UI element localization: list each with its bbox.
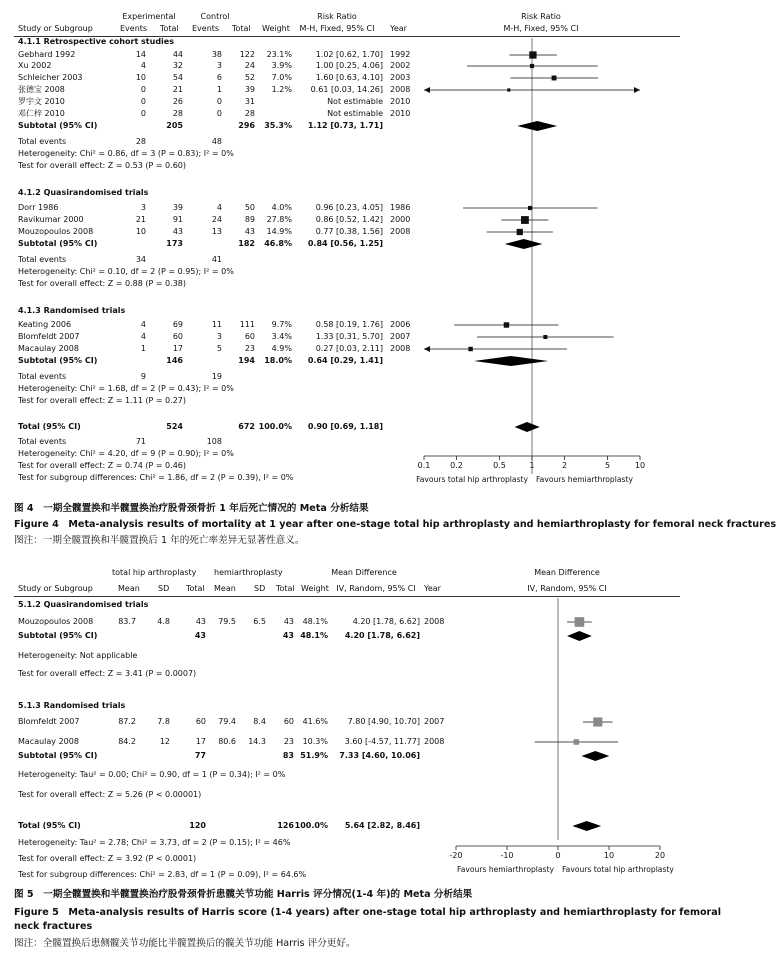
- total-2: 43: [283, 617, 294, 626]
- study-name: 张德宝 2008: [18, 85, 65, 94]
- weight: 18.0%: [264, 356, 292, 365]
- exp-events: 9: [140, 372, 146, 381]
- summary-diamond: [505, 239, 543, 249]
- exp-events: 0: [140, 97, 146, 106]
- exp-events: 4: [140, 61, 146, 70]
- exp-events: 21: [135, 215, 146, 224]
- subtotal-label: Total (95% CI): [18, 422, 81, 431]
- fig4-header-rr-method: M-H, Fixed, 95% CI: [299, 24, 375, 33]
- ctrl-total: 50: [244, 203, 255, 212]
- fig4-header-weight: Weight: [262, 24, 290, 33]
- stat-note: Test for overall effect: Z = 0.53 (P = 0.60): [18, 161, 186, 170]
- exp-events: 4: [140, 332, 146, 341]
- fig4-header-total: Total: [160, 24, 179, 33]
- fig4-header-experimental: Experimental: [122, 12, 176, 21]
- fig5-header-weight: Weight: [301, 584, 329, 593]
- year: 2008: [424, 737, 445, 746]
- ctrl-events: 19: [211, 372, 222, 381]
- fig4-caption-cn: 图 4 一期全髋置换和半髋置换治疗股骨颈骨折 1 年后死亡情况的 Meta 分析结果: [14, 503, 369, 514]
- weight: 4.0%: [271, 203, 292, 212]
- exp-total: 28: [172, 109, 183, 118]
- fig4-header-control: Control: [200, 12, 230, 21]
- ctrl-total: 672: [238, 422, 255, 431]
- study-point-square: [593, 717, 602, 726]
- stat-note: Heterogeneity: Chi² = 4.20, df = 9 (P = 0.90); I² = 0%: [18, 449, 234, 458]
- fig5-caption-cn: 图 5 一期全髋置换和半髋置换治疗股骨颈骨折患髋关节功能 Harris 评分情况(1-4 年)的 Meta 分析结果: [14, 889, 473, 900]
- fig4-caption-en: Figure 4 Meta-analysis results of mortality at 1 year after one-stage total hip arthroplasty and hemiarthroplasty for femoral neck fractures: [14, 519, 776, 530]
- stat-note: Heterogeneity: Tau² = 0.00; Chi² = 0.90, df = 1 (P = 0.34); I² = 0%: [18, 770, 286, 779]
- stat-note: Test for overall effect: Z = 0.88 (P = 0.38): [18, 279, 186, 288]
- weight: 3.4%: [271, 332, 292, 341]
- fig4-header-rr-title: Risk Ratio: [317, 12, 357, 21]
- x-tick-label: 0.1: [417, 461, 431, 470]
- fig4-header-total-ctrl: Total: [232, 24, 251, 33]
- exp-total: 17: [172, 344, 183, 353]
- weight: 7.0%: [271, 73, 292, 82]
- fig5-plot-method: IV, Random, 95% CI: [527, 584, 607, 593]
- weight: 41.6%: [302, 717, 328, 726]
- exp-events: 10: [135, 227, 146, 236]
- ctrl-events: 6: [216, 73, 222, 82]
- ctrl-total: 60: [244, 332, 255, 341]
- fig5-caption-en-1: Figure 5 Meta-analysis results of Harris score (1-4 years) after one-stage total hip arthroplasty and hemiarthroplasty for femoral: [14, 907, 722, 918]
- exp-total: 54: [172, 73, 183, 82]
- ctrl-events: 0: [216, 109, 222, 118]
- study-name: 邓仁梓 2010: [18, 109, 65, 118]
- ctrl-events: 0: [216, 97, 222, 106]
- ctrl-total: 43: [244, 227, 255, 236]
- ctrl-total: 122: [239, 50, 255, 59]
- fig5-header-md-method: IV, Random, 95% CI: [336, 584, 416, 593]
- total-1: 60: [195, 717, 206, 726]
- fig5-header-md-title: Mean Difference: [331, 568, 397, 577]
- exp-total: 173: [166, 239, 183, 248]
- exp-events: 4: [140, 320, 146, 329]
- mean-1: 83.7: [118, 617, 136, 626]
- ctrl-total: 194: [238, 356, 255, 365]
- exp-events: 0: [140, 85, 146, 94]
- sd-1: 4.8: [157, 617, 170, 626]
- favours-right-label: Favours total hip arthroplasty: [562, 865, 674, 874]
- sd-2: 6.5: [253, 617, 266, 626]
- risk-ratio: 0.77 [0.38, 1.56]: [315, 227, 383, 236]
- ctrl-events: 11: [211, 320, 222, 329]
- fig5-header-sd1: SD: [158, 584, 170, 593]
- exp-total: 26: [172, 97, 183, 106]
- mean-difference: 4.20 [1.78, 6.62]: [352, 617, 420, 626]
- exp-events: 3: [140, 203, 146, 212]
- mean-1: 84.2: [118, 737, 136, 746]
- subtotal-label: Subtotal (95% CI): [18, 356, 98, 365]
- weight: 51.9%: [300, 751, 328, 760]
- year: 2002: [390, 61, 411, 70]
- study-point-square: [517, 229, 523, 235]
- exp-events: 28: [135, 137, 146, 146]
- x-tick-label: 10: [634, 461, 646, 470]
- subtotal-label: Subtotal (95% CI): [18, 751, 98, 760]
- fig5-header-mean2: Mean: [214, 584, 236, 593]
- fig4-header-events-ctrl: Events: [192, 24, 220, 33]
- exp-total: 91: [172, 215, 183, 224]
- study-name: Macaulay 2008: [18, 737, 79, 746]
- weight: 1.2%: [271, 85, 292, 94]
- mean-difference: 7.80 [4.90, 10.70]: [347, 717, 420, 726]
- favours-left-label: Favours total hip arthroplasty: [416, 475, 528, 484]
- exp-total: 69: [172, 320, 183, 329]
- x-tick-label: -20: [449, 851, 463, 860]
- study-point-square: [543, 335, 547, 339]
- fig5-caption-en-2: neck fractures: [14, 921, 93, 932]
- risk-ratio: 1.02 [0.62, 1.70]: [315, 50, 383, 59]
- year: 1986: [390, 203, 411, 212]
- subtotal-label: Subtotal (95% CI): [18, 631, 98, 640]
- stat-note: Test for overall effect: Z = 5.26 (P < 0.00001): [18, 790, 202, 799]
- ctrl-total: 89: [244, 215, 255, 224]
- mean-difference: 7.33 [4.60, 10.06]: [339, 751, 420, 760]
- study-point-square: [530, 64, 534, 68]
- year: 2008: [390, 85, 411, 94]
- ctrl-events: 3: [216, 332, 222, 341]
- x-tick-label: 20: [654, 851, 666, 860]
- study-point-square: [528, 206, 532, 210]
- total-2: 60: [283, 717, 294, 726]
- summary-diamond: [581, 751, 609, 761]
- subgroup-heading: 5.1.2 Quasirandomised trials: [18, 600, 149, 609]
- exp-events: 71: [135, 437, 146, 446]
- fig5-header-g1: total hip arthroplasty: [112, 568, 197, 577]
- subgroup-heading: 4.1.2 Quasirandomised trials: [18, 188, 149, 197]
- sd-2: 8.4: [253, 717, 266, 726]
- stat-note: Test for overall effect: Z = 3.41 (P = 0.0007): [18, 669, 197, 678]
- ctrl-total: 296: [238, 121, 255, 130]
- study-point-square: [521, 216, 529, 224]
- risk-ratio: 0.96 [0.23, 4.05]: [315, 203, 383, 212]
- ctrl-total: 111: [239, 320, 255, 329]
- exp-total: 60: [172, 332, 183, 341]
- fig4-header-events: Events: [120, 24, 148, 33]
- risk-ratio: 1.12 [0.73, 1.71]: [307, 121, 383, 130]
- study-name: Macaulay 2008: [18, 344, 79, 353]
- sd-1: 7.8: [157, 717, 170, 726]
- study-point-square: [529, 51, 536, 58]
- x-tick-label: 1: [529, 461, 535, 470]
- risk-ratio: 0.61 [0.03, 14.26]: [310, 85, 383, 94]
- study-name: Ravikumar 2000: [18, 215, 84, 224]
- fig5-header-year: Year: [424, 584, 441, 593]
- mean-difference: 3.60 [-4.57, 11.77]: [344, 737, 420, 746]
- exp-total: 32: [172, 61, 183, 70]
- ctrl-events: 1: [216, 85, 222, 94]
- summary-diamond: [572, 821, 601, 831]
- fig5-header-total2: Total: [276, 584, 295, 593]
- risk-ratio: 0.90 [0.69, 1.18]: [307, 422, 383, 431]
- subtotal-label: Total (95% CI): [18, 821, 81, 830]
- stat-note: Test for overall effect: Z = 0.74 (P = 0.46): [18, 461, 186, 470]
- ctrl-events: 24: [211, 215, 222, 224]
- weight: 4.9%: [271, 344, 292, 353]
- sd-1: 12: [159, 737, 170, 746]
- weight: 100.0%: [294, 821, 328, 830]
- exp-events: 1: [140, 344, 146, 353]
- subtotal-label: Subtotal (95% CI): [18, 121, 98, 130]
- study-name: Schleicher 2003: [18, 73, 83, 82]
- ctrl-total: 39: [244, 85, 255, 94]
- weight: 14.9%: [266, 227, 292, 236]
- total-1: 17: [195, 737, 206, 746]
- mean-2: 79.5: [218, 617, 236, 626]
- x-tick-label: 2: [561, 461, 568, 470]
- weight: 9.7%: [271, 320, 292, 329]
- risk-ratio: 1.33 [0.31, 5.70]: [315, 332, 383, 341]
- fig5-header-total1: Total: [186, 584, 205, 593]
- year: 1992: [390, 50, 411, 59]
- risk-ratio: 0.86 [0.52, 1.42]: [315, 215, 383, 224]
- ctrl-events: 3: [216, 61, 222, 70]
- exp-total: 21: [172, 85, 183, 94]
- ci-arrow-right: [634, 87, 640, 93]
- summary-diamond: [517, 121, 557, 131]
- summary-diamond: [474, 356, 548, 366]
- year: 2003: [390, 73, 411, 82]
- weight: 10.3%: [302, 737, 328, 746]
- year: 2007: [424, 717, 445, 726]
- stat-note: Total events: [18, 137, 67, 146]
- fig4-plot-title: Risk Ratio: [521, 12, 561, 21]
- weight: 100.0%: [258, 422, 292, 431]
- weight: 35.3%: [264, 121, 292, 130]
- study-name: Mouzopoulos 2008: [18, 227, 94, 236]
- stat-note: Test for overall effect: Z = 1.11 (P = 0.27): [18, 396, 186, 405]
- study-name: Dorr 1986: [18, 203, 59, 212]
- exp-total: 524: [166, 422, 183, 431]
- ctrl-total: 52: [244, 73, 255, 82]
- x-tick-label: -10: [500, 851, 514, 860]
- fig5-header-g2: hemiarthroplasty: [214, 568, 283, 577]
- summary-diamond: [515, 422, 540, 432]
- mean-1: 87.2: [118, 717, 136, 726]
- stat-note: Total events: [18, 437, 67, 446]
- ctrl-total: 28: [244, 109, 255, 118]
- year: 2010: [390, 109, 411, 118]
- fig5-note-cn: 图注：全髋置换后患侧髋关节功能比半髋置换后的髋关节功能 Harris 评分更好。: [14, 938, 356, 949]
- study-name: Blomfeldt 2007: [18, 717, 80, 726]
- total-1: 43: [194, 631, 206, 640]
- fig4-note-cn: 图注：一期全髋置换和半髋置换后 1 年的死亡率差异无显著性意义。: [14, 535, 305, 546]
- fig4-plot-method: M-H, Fixed, 95% CI: [503, 24, 579, 33]
- summary-diamond: [567, 631, 592, 641]
- stat-note: Heterogeneity: Chi² = 0.10, df = 2 (P = 0.95); I² = 0%: [18, 267, 234, 276]
- x-tick-label: 0: [555, 851, 561, 860]
- ctrl-events: 108: [206, 437, 222, 446]
- total-2: 126: [277, 821, 294, 830]
- exp-events: 0: [140, 109, 146, 118]
- fig5-header-mean1: Mean: [118, 584, 140, 593]
- subtotal-label: Subtotal (95% CI): [18, 239, 98, 248]
- weight: 27.8%: [266, 215, 292, 224]
- study-point-square: [504, 322, 509, 327]
- study-point-square: [574, 739, 580, 745]
- x-tick-label: 5: [604, 461, 611, 470]
- total-1: 43: [195, 617, 206, 626]
- exp-total: 205: [166, 121, 183, 130]
- stat-note: Total events: [18, 372, 67, 381]
- stat-note: Heterogeneity: Tau² = 2.78; Chi² = 3.73, df = 2 (P = 0.15); I² = 46%: [18, 838, 291, 847]
- fig5-plot-title: Mean Difference: [534, 568, 600, 577]
- exp-total: 39: [172, 203, 183, 212]
- ctrl-events: 4: [216, 203, 222, 212]
- total-2: 83: [282, 751, 294, 760]
- stat-note: Test for subgroup differences: Chi² = 1.86, df = 2 (P = 0.39), I² = 0%: [18, 473, 294, 482]
- sd-2: 14.3: [248, 737, 266, 746]
- exp-total: 146: [166, 356, 183, 365]
- risk-ratio: 1.00 [0.25, 4.06]: [315, 61, 383, 70]
- fig4-header-study: Study or Subgroup: [18, 24, 93, 33]
- fig5-header-study: Study or Subgroup: [18, 584, 93, 593]
- total-2: 23: [283, 737, 294, 746]
- x-tick-label: 0.2: [450, 461, 463, 470]
- ctrl-total: 182: [238, 239, 255, 248]
- ctrl-total: 31: [244, 97, 255, 106]
- ctrl-total: 23: [244, 344, 255, 353]
- mean-2: 80.6: [218, 737, 236, 746]
- weight: 48.1%: [302, 617, 328, 626]
- ctrl-events: 41: [211, 255, 222, 264]
- fig5-header-sd2: SD: [254, 584, 266, 593]
- study-name: Blomfeldt 2007: [18, 332, 80, 341]
- weight: 48.1%: [300, 631, 328, 640]
- year: 2006: [390, 320, 411, 329]
- weight: 3.9%: [271, 61, 292, 70]
- study-point-square: [468, 347, 472, 351]
- exp-total: 43: [172, 227, 183, 236]
- total-2: 43: [282, 631, 294, 640]
- stat-note: Heterogeneity: Chi² = 1.68, df = 2 (P = 0.43); I² = 0%: [18, 384, 234, 393]
- x-tick-label: 10: [603, 851, 615, 860]
- year: 2000: [390, 215, 411, 224]
- study-name: Mouzopoulos 2008: [18, 617, 94, 626]
- ctrl-events: 38: [211, 50, 222, 59]
- subgroup-heading: 4.1.3 Randomised trials: [18, 306, 126, 315]
- risk-ratio: 0.84 [0.56, 1.25]: [307, 239, 383, 248]
- stat-note: Heterogeneity: Chi² = 0.86, df = 3 (P = 0.83); I² = 0%: [18, 149, 234, 158]
- weight: 23.1%: [266, 50, 292, 59]
- study-name: Gebhard 1992: [18, 50, 76, 59]
- year: 2008: [390, 344, 411, 353]
- study-name: Xu 2002: [18, 61, 52, 70]
- risk-ratio: 0.64 [0.29, 1.41]: [307, 356, 383, 365]
- study-name: Keating 2006: [18, 320, 72, 329]
- study-name: 罗宇文 2010: [18, 97, 65, 106]
- risk-ratio: 0.27 [0.03, 2.11]: [315, 344, 383, 353]
- exp-events: 34: [135, 255, 146, 264]
- ci-arrow-left: [424, 87, 430, 93]
- risk-ratio: 1.60 [0.63, 4.10]: [315, 73, 383, 82]
- total-1: 77: [194, 751, 206, 760]
- ctrl-total: 24: [244, 61, 255, 70]
- ctrl-events: 5: [216, 344, 222, 353]
- risk-ratio: 0.58 [0.19, 1.76]: [315, 320, 383, 329]
- ci-arrow-left: [424, 346, 430, 352]
- risk-ratio: Not estimable: [327, 97, 383, 106]
- fig4-header-year: Year: [390, 24, 407, 33]
- stat-note: Test for overall effect: Z = 3.92 (P < 0.0001): [18, 854, 197, 863]
- year: 2008: [390, 227, 411, 236]
- study-point-square: [575, 617, 585, 627]
- total-1: 120: [189, 821, 206, 830]
- exp-total: 44: [172, 50, 183, 59]
- stat-note: Test for subgroup differences: Chi² = 2.83, df = 1 (P = 0.09), I² = 64.6%: [18, 870, 307, 879]
- x-tick-label: 0.5: [493, 461, 506, 470]
- year: 2007: [390, 332, 411, 341]
- subgroup-heading: 4.1.1 Retrospective cohort studies: [18, 37, 174, 46]
- mean-2: 79.4: [218, 717, 236, 726]
- favours-left-label: Favours hemiarthroplasty: [457, 865, 554, 874]
- year: 2008: [424, 617, 445, 626]
- exp-events: 10: [135, 73, 146, 82]
- ctrl-events: 48: [211, 137, 222, 146]
- mean-difference: 4.20 [1.78, 6.62]: [344, 631, 420, 640]
- stat-note: Heterogeneity: Not applicable: [18, 651, 138, 660]
- favours-right-label: Favours hemiarthroplasty: [536, 475, 633, 484]
- stat-note: Total events: [18, 255, 67, 264]
- risk-ratio: Not estimable: [327, 109, 383, 118]
- weight: 46.8%: [264, 239, 292, 248]
- study-point-square: [507, 88, 510, 91]
- year: 2010: [390, 97, 411, 106]
- exp-events: 14: [135, 50, 146, 59]
- subgroup-heading: 5.1.3 Randomised trials: [18, 701, 126, 710]
- mean-difference: 5.64 [2.82, 8.46]: [344, 821, 420, 830]
- study-point-square: [552, 76, 557, 81]
- ctrl-events: 13: [211, 227, 222, 236]
